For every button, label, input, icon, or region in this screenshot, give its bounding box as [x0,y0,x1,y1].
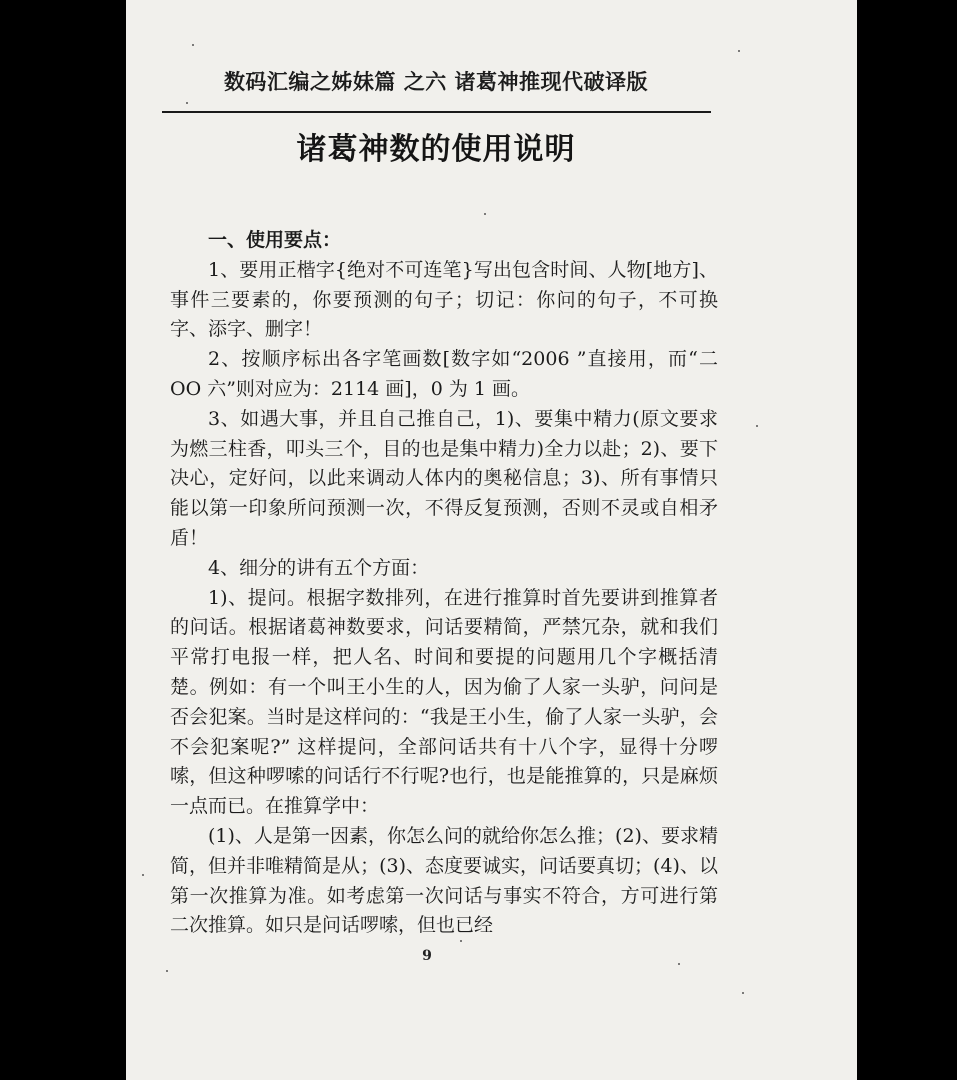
scan-speck [738,50,740,52]
scan-speck [166,970,168,972]
paragraph-point-3: 3、如遇大事，并且自己推自己，1)、要集中精力(原文要求为燃三柱香，叩头三个，目的也是集中精力)全力以赴；2)、要下决心，定好问，以此来调动人体内的奥秘信息；3)、所有事情只能以第一印象所问预测一次，不得反复预测，否则不灵或自相矛盾！ [170,407,718,549]
book-page [126,0,857,1080]
running-header: 数码汇编之姊妹篇 之六 诸葛神推现代破译版 [223,69,649,94]
scan-speck [460,940,462,942]
paragraph-principles: (1)、人是第一因素，你怎么问的就给你怎么推；(2)、要求精简，但并非唯精简是从；(3)、态度要诚实，问话要真切；(4)、以第一次推算为准。如考虑第一次问话与事实不符合，方可进行第二次推算。如只是问话啰嗦，但也已经 [170,824,718,937]
paragraph-point-2: 2、按顺序标出各字笔画数[数字如“2006 ”直接用，而“二OO 六”则对应为：2114 画]，0 为 1 画。 [170,348,718,400]
paragraph-questioning: 1)、提问。根据字数排列，在进行推算时首先要讲到推算者的问话。根据诸葛神数要求，问话要精简，严禁冗杂，就和我们平常打电报一样，把人名、时间和要提的问题用几个字概括清楚。例如：有一个叫王小生的人，因为偷了人家一头驴，问问是否会犯案。当时是这样问的：“我是王小生，偷了人家一头驴，会不会犯案呢?” 这样提问，全部问话共有十八个字，显得十分啰嗦，但这种啰嗦的问话行不行呢?也行，也是能推算的，只是麻烦一点而已。在推算学中： [170,586,718,818]
scan-speck [742,992,744,994]
scan-speck [756,425,758,427]
paragraph-point-1: 1、要用正楷字{绝对不可连笔}写出包含时间、人物[地方]、事件三要素的，你要预测的句子；切记：你问的句子，不可换字、添字、删字！ [170,258,718,341]
paragraph-point-4: 4、细分的讲有五个方面： [208,556,430,579]
header-rule [162,111,711,113]
scan-speck [484,213,486,215]
scan-speck [142,874,144,876]
body-text [170,226,718,941]
section-heading: 一、使用要点： [208,229,342,251]
scan-speck [192,44,194,46]
scan-speck [186,102,188,104]
page-title: 诸葛神数的使用说明 [296,132,576,167]
scan-speck [678,963,680,965]
page-number: 9 [422,948,432,964]
